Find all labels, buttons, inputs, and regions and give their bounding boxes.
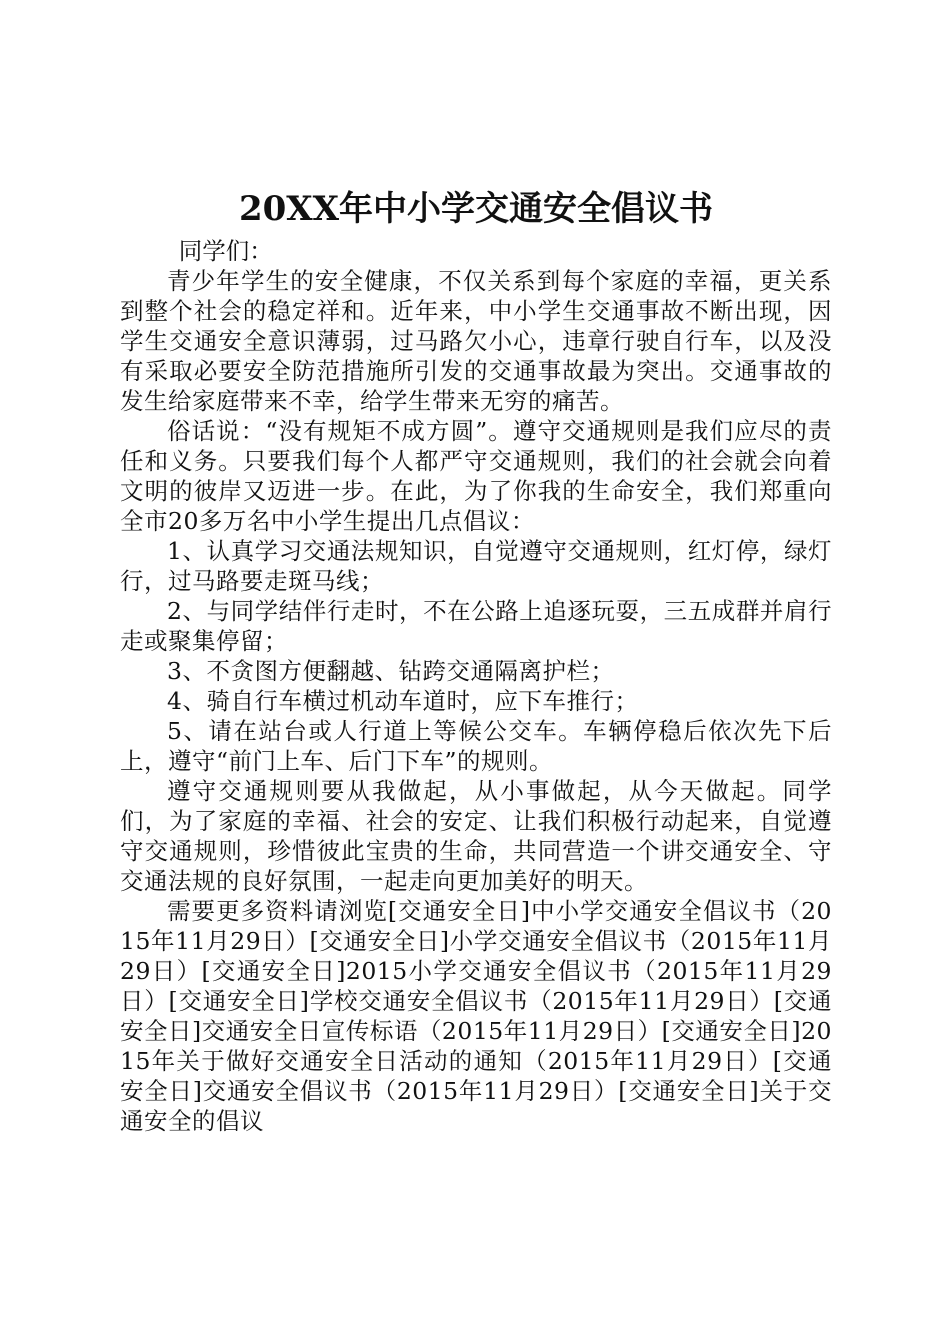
proposal-item-4: 4、骑自行车横过机动车道时，应下车推行；	[167, 687, 639, 715]
proposal-item-2: 2、与同学结伴行走时，不在公路上追逐玩耍，三五成群并肩行走或聚集停留；	[120, 597, 832, 655]
proposal-item-3: 3、不贪图方便翻越、钻跨交通隔离护栏；	[167, 657, 615, 685]
document-page	[120, 186, 832, 1136]
paragraph-intro: 青少年学生的安全健康，不仅关系到每个家庭的幸福，更关系到整个社会的稳定祥和。近年来，中小学生交通事故不断出现，因学生交通安全意识薄弱，过马路欠小心，违章行驶自行车，以及没有采取必要安全防范措施所引发的交通事故最为突出。交通事故的发生给家庭带来不幸，给学生带来无穷的痛苦。	[120, 267, 832, 415]
paragraph-proverb: 俗话说：“没有规矩不成方圆”。遵守交通规则是我们应尽的责任和义务。只要我们每个人都严守交通规则，我们的社会就会向着文明的彼岸又迈进一步。在此，为了你我的生命安全，我们郑重向全市20多万名中小学生提出几点倡议：	[120, 417, 832, 535]
paragraph-closing: 遵守交通规则要从我做起，从小事做起，从今天做起。同学们，为了家庭的幸福、社会的安定、让我们积极行动起来，自觉遵守交通规则，珍惜彼此宝贵的生命，共同营造一个讲交通安全、守交通法规的良好氛围，一起走向更加美好的明天。	[120, 777, 832, 895]
document-title: 20XX年中小学交通安全倡议书	[238, 189, 714, 229]
proposal-item-1: 1、认真学习交通法规知识，自觉遵守交通规则，红灯停，绿灯行，过马路要走斑马线；	[120, 537, 832, 595]
paragraph-more-resources: 需要更多资料请浏览[交通安全日]中小学交通安全倡议书（2015年11月29日）[交通安全日]小学交通安全倡议书（2015年11月29日）[交通安全日]2015小学交通安全倡议书（2015年11月29日）[交通安全日]学校交通安全倡议书（2015年11月29日）[交通安全日]交通安全日宣传标语（2015年11月29日）[交通安全日]2015年关于做好交通安全日活动的通知（2015年11月29日）[交通安全日]交通安全倡议书（2015年11月29日）[交通安全日]关于交通安全的倡议	[120, 897, 832, 1135]
proposal-item-5: 5、请在站台或人行道上等候公交车。车辆停稳后依次先下后上，遵守“前门上车、后门下车”的规则。	[120, 717, 832, 775]
greeting: 同学们：	[178, 237, 273, 265]
